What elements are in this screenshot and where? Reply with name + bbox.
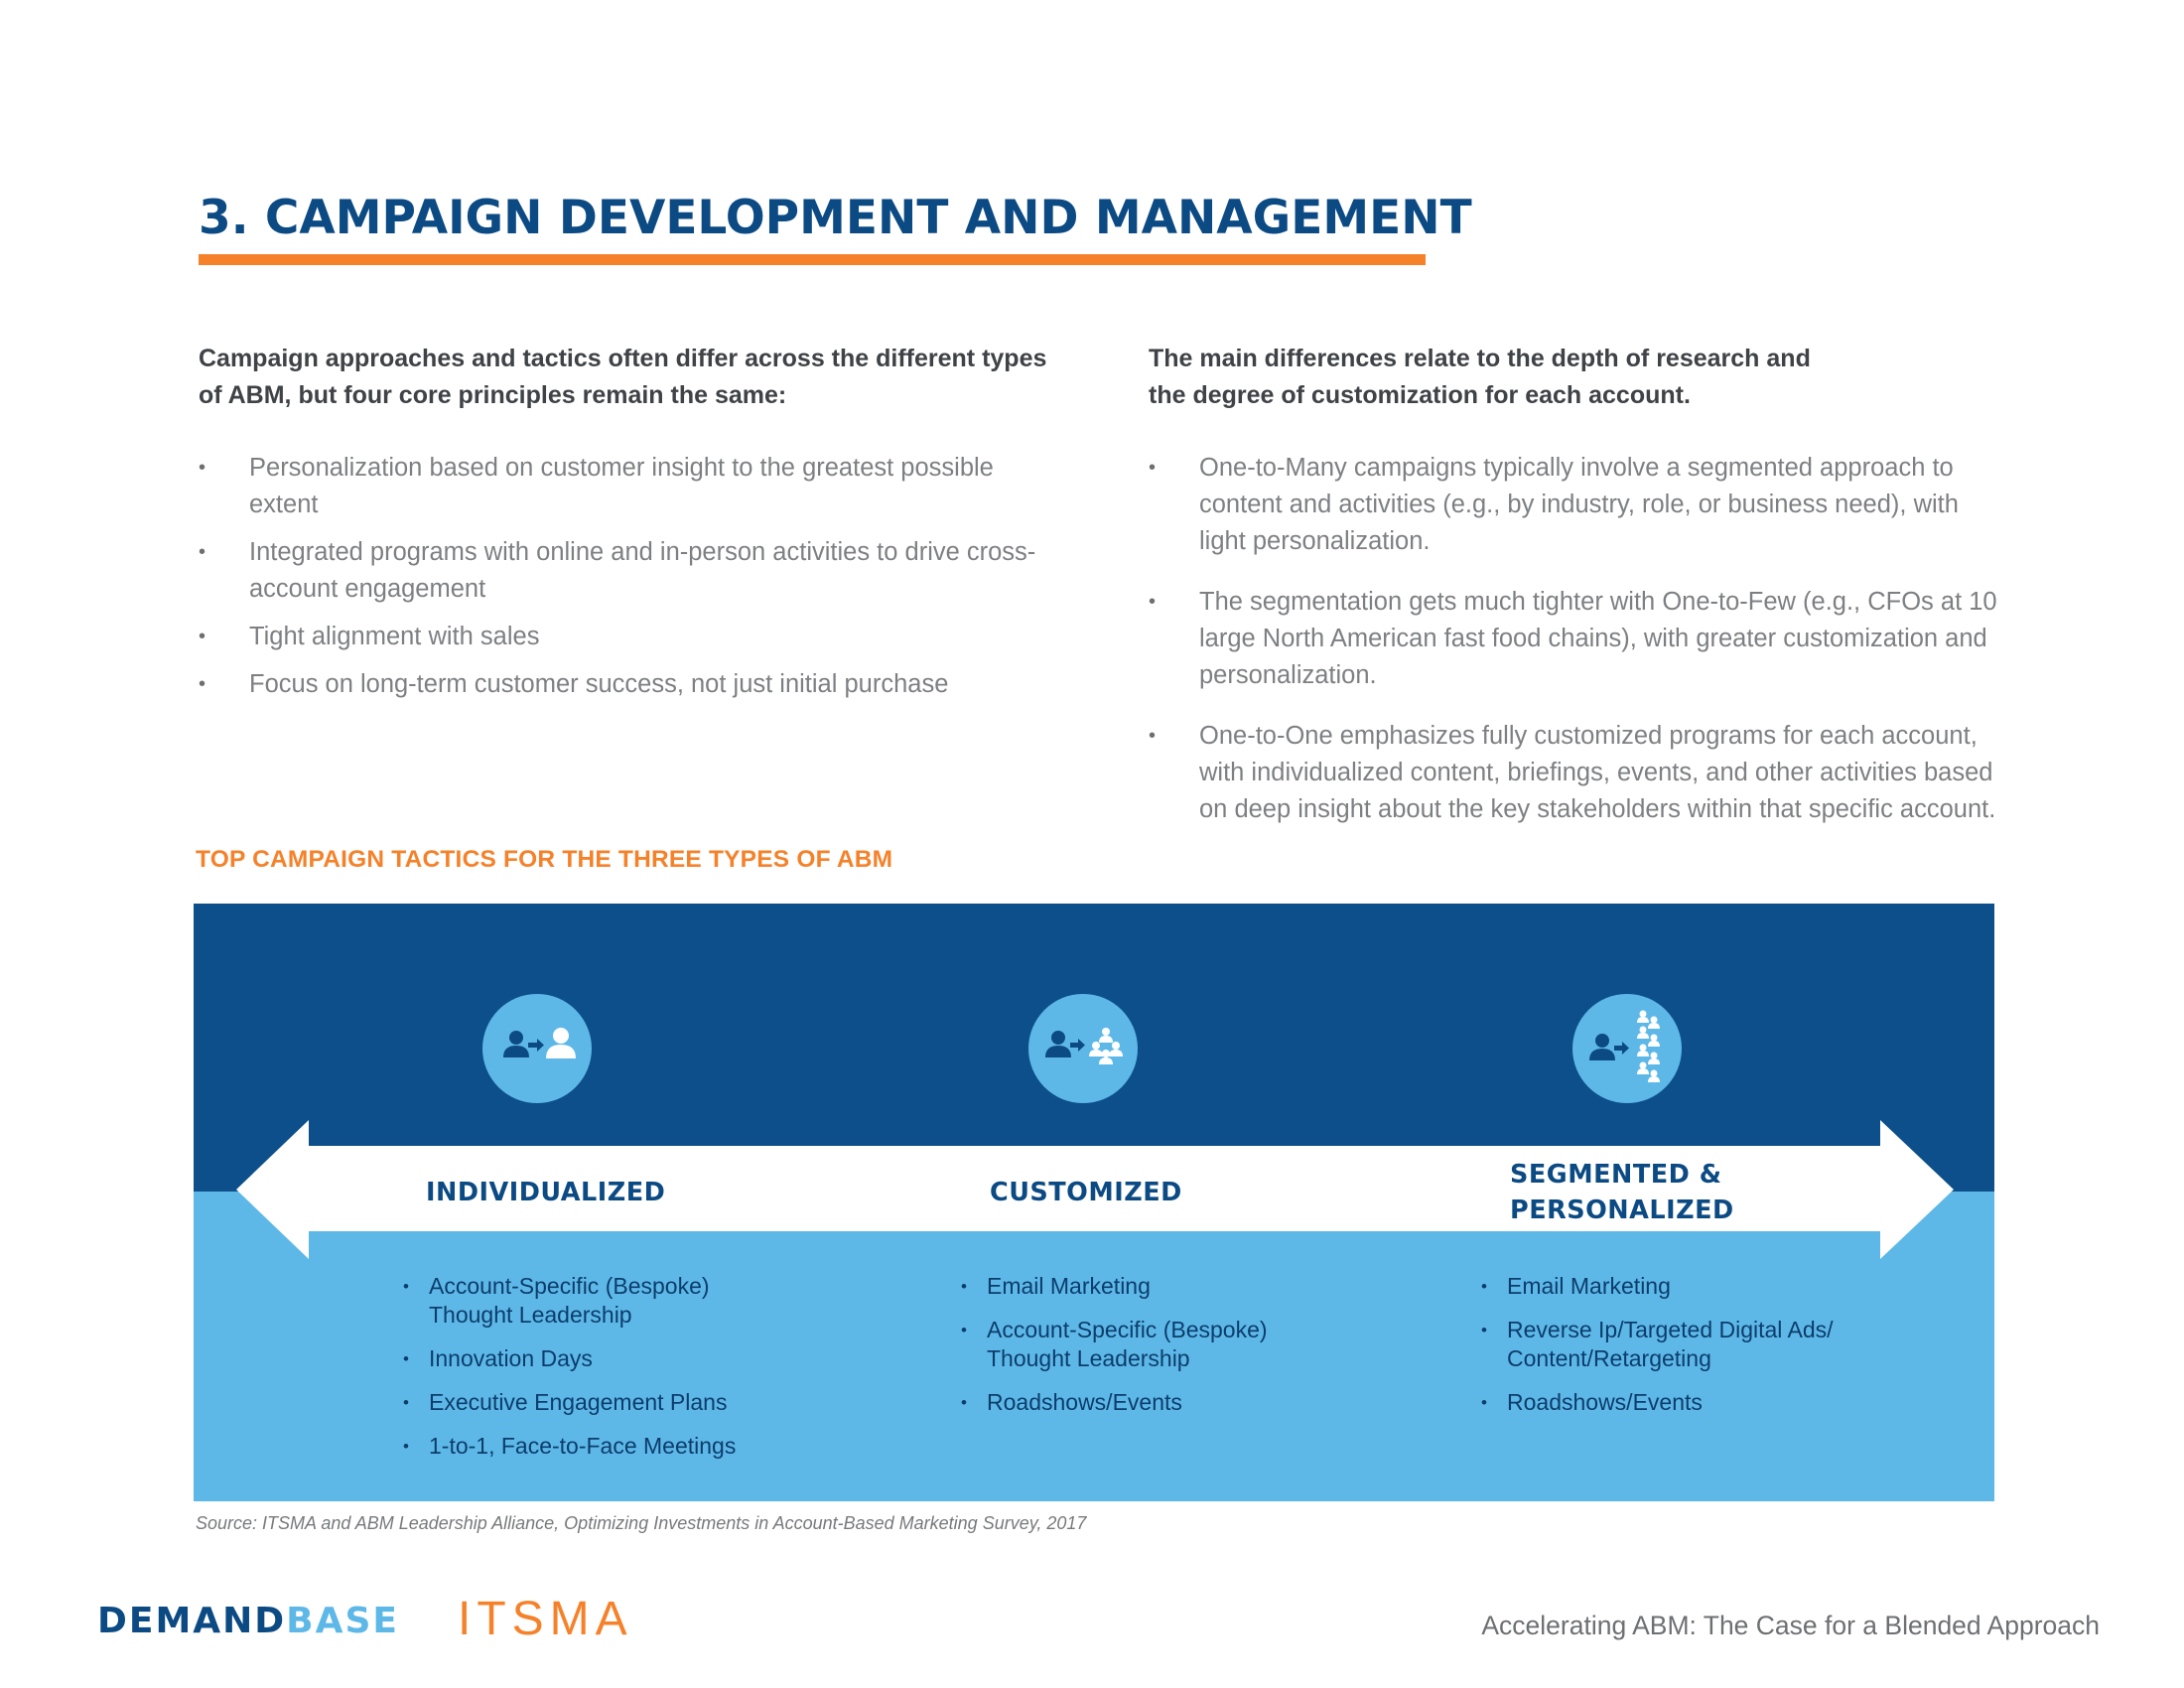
list-item: • Account-Specific (Bespoke) Thought Leadership	[961, 1316, 1318, 1373]
column-title-customized: CUSTOMIZED	[990, 1178, 1182, 1207]
logo-base-text: BASE	[286, 1601, 399, 1641]
segmented-tactics	[1481, 1272, 1839, 1432]
logo-demand-text: DEMAND	[97, 1601, 287, 1641]
list-item: • Account-Specific (Bespoke) Thought Leadership	[403, 1272, 780, 1330]
source-note: Source: ITSMA and ABM Leadership Alliance, Optimizing Investments in Account-Based Marketing Survey, 2017	[196, 1513, 1087, 1533]
tactics-heading: TOP CAMPAIGN TACTICS FOR THE THREE TYPES OF ABM	[196, 846, 893, 873]
individualized-tactics	[403, 1272, 780, 1476]
list-item: • Personalization based on customer insight to the greatest possible extent	[199, 450, 1052, 523]
list-item: • Email Marketing	[1481, 1272, 1839, 1301]
customized-tactics	[961, 1272, 1318, 1432]
list-item: • Focus on long-term customer success, not just initial purchase	[199, 666, 1052, 703]
itsma-logo: ITSMA	[458, 1593, 633, 1645]
page-title: 3. CAMPAIGN DEVELOPMENT AND MANAGEMENT	[199, 191, 1472, 245]
demandbase-logo	[97, 1601, 399, 1641]
list-item: • Roadshows/Events	[961, 1388, 1318, 1417]
list-item: • One-to-One emphasizes fully customized programs for each account, with individualized content, briefings, events, and other activities based on deep insight about the key stakeholders within that specific account.	[1149, 718, 2007, 828]
right-intro: The main differences relate to the depth of research and the degree of customization for each account.	[1149, 345, 1811, 409]
list-item: • Roadshows/Events	[1481, 1388, 1839, 1417]
list-item: • Tight alignment with sales	[199, 619, 1052, 655]
list-item: • Integrated programs with online and in-person activities to drive cross-account engagement	[199, 534, 1052, 608]
list-item: • One-to-Many campaigns typically involve a segmented approach to content and activities (e.g., by industry, role, or business need), with light personalization.	[1149, 450, 2007, 560]
column-title-individualized: INDIVIDUALIZED	[426, 1178, 666, 1207]
one-to-many-icon	[1572, 994, 1682, 1103]
left-intro: Campaign approaches and tactics often differ across the different types of ABM, but four core principles remain the same:	[199, 345, 1047, 409]
list-item: • Reverse Ip/Targeted Digital Ads/ Content/Retargeting	[1481, 1316, 1839, 1373]
one-to-few-icon	[1028, 994, 1138, 1103]
footer-document-title: Accelerating ABM: The Case for a Blended Approach	[1481, 1611, 2100, 1640]
column-title-segmented: SEGMENTED & PERSONALIZED	[1510, 1160, 1734, 1225]
list-item: • Innovation Days	[403, 1344, 780, 1373]
list-item: • 1-to-1, Face-to-Face Meetings	[403, 1432, 780, 1461]
list-item: • The segmentation gets much tighter with One-to-Few (e.g., CFOs at 10 large North American fast food chains), with greater customization and personalization.	[1149, 584, 2007, 694]
list-item: • Executive Engagement Plans	[403, 1388, 780, 1417]
one-to-one-icon	[482, 994, 592, 1103]
list-item: • Email Marketing	[961, 1272, 1318, 1301]
